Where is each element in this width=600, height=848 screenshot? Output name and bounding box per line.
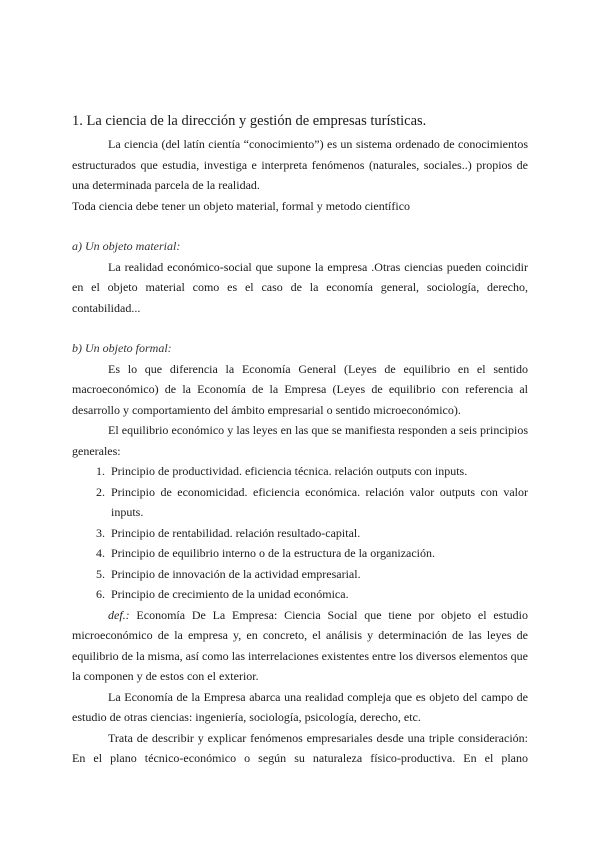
description-paragraph: Trata de describir y explicar fenómenos empresariales desde una triple consideración: En el plano técnico-económico o según su naturaleza físico-productiva. En el plano bbox=[72, 730, 528, 765]
scope-paragraph: La Economía de la Empresa abarca una realidad compleja que es objeto del campo de estudio de otras ciencias: ingeniería, sociología, psicología, derecho, etc. bbox=[72, 689, 528, 724]
list-item: 2. Principio de economicidad. eficiencia económica. relación valor outputs con valor inputs. bbox=[108, 482, 528, 523]
section-title: 1. La ciencia de la dirección y gestión de empresas turísticas. bbox=[72, 113, 427, 129]
list-item: 6. Principio de crecimiento de la unidad económica. bbox=[108, 584, 528, 605]
list-item: 5. Principio de innovación de la actividad empresarial. bbox=[108, 564, 528, 585]
formal-object-heading: b) Un objeto formal: bbox=[72, 341, 172, 355]
definition-paragraph bbox=[72, 605, 528, 687]
list-item: 4. Principio de equilibrio interno o de la estructura de la organización. bbox=[108, 543, 528, 564]
principles-list bbox=[72, 461, 528, 605]
document-page bbox=[72, 109, 528, 769]
definition-label: def.: bbox=[108, 607, 130, 622]
list-item: 3. Principio de rentabilidad. relación resultado-capital. bbox=[108, 523, 528, 544]
intro-paragraph: La ciencia (del latín cientía “conocimiento”) es un sistema ordenado de conocimientos estructurados que estudia, investiga e interpreta fenómenos (naturales, sociales..) propios de una determinada parcela de la realidad. bbox=[72, 137, 528, 192]
intro-note: Toda ciencia debe tener un objeto material, formal y metodo científico bbox=[72, 198, 411, 213]
material-object-heading: a) Un objeto material: bbox=[72, 239, 181, 253]
definition-text: Economía De La Empresa: Ciencia Social que tiene por objeto el estudio microeconómico de la empresa y, en concreto, el análisis y determinación de las leyes de equilibrio de la misma, así como las interrelaciones existentes entre los diversos elementos que la componen y de estos con el exterior. bbox=[72, 607, 528, 683]
material-object-paragraph: La realidad económico-social que supone la empresa .Otras ciencias pueden coincidir en el objeto material como es el caso de la economía general, sociología, derecho, contabilidad... bbox=[72, 259, 528, 315]
equilibrium-paragraph: El equilibrio económico y las leyes en las que se manifiesta responden a seis principios generales: bbox=[72, 423, 528, 458]
formal-object-paragraph: Es lo que diferencia la Economía General (Leyes de equilibrio en el sentido macroeconómico) de la Economía de la Empresa (Leyes de equilibrio con referencia al desarrollo y comportamiento del ámbito empresarial o sentido microeconómico). bbox=[72, 361, 528, 417]
list-item: 1. Principio de productividad. eficiencia técnica. relación outputs con inputs. bbox=[108, 461, 528, 482]
